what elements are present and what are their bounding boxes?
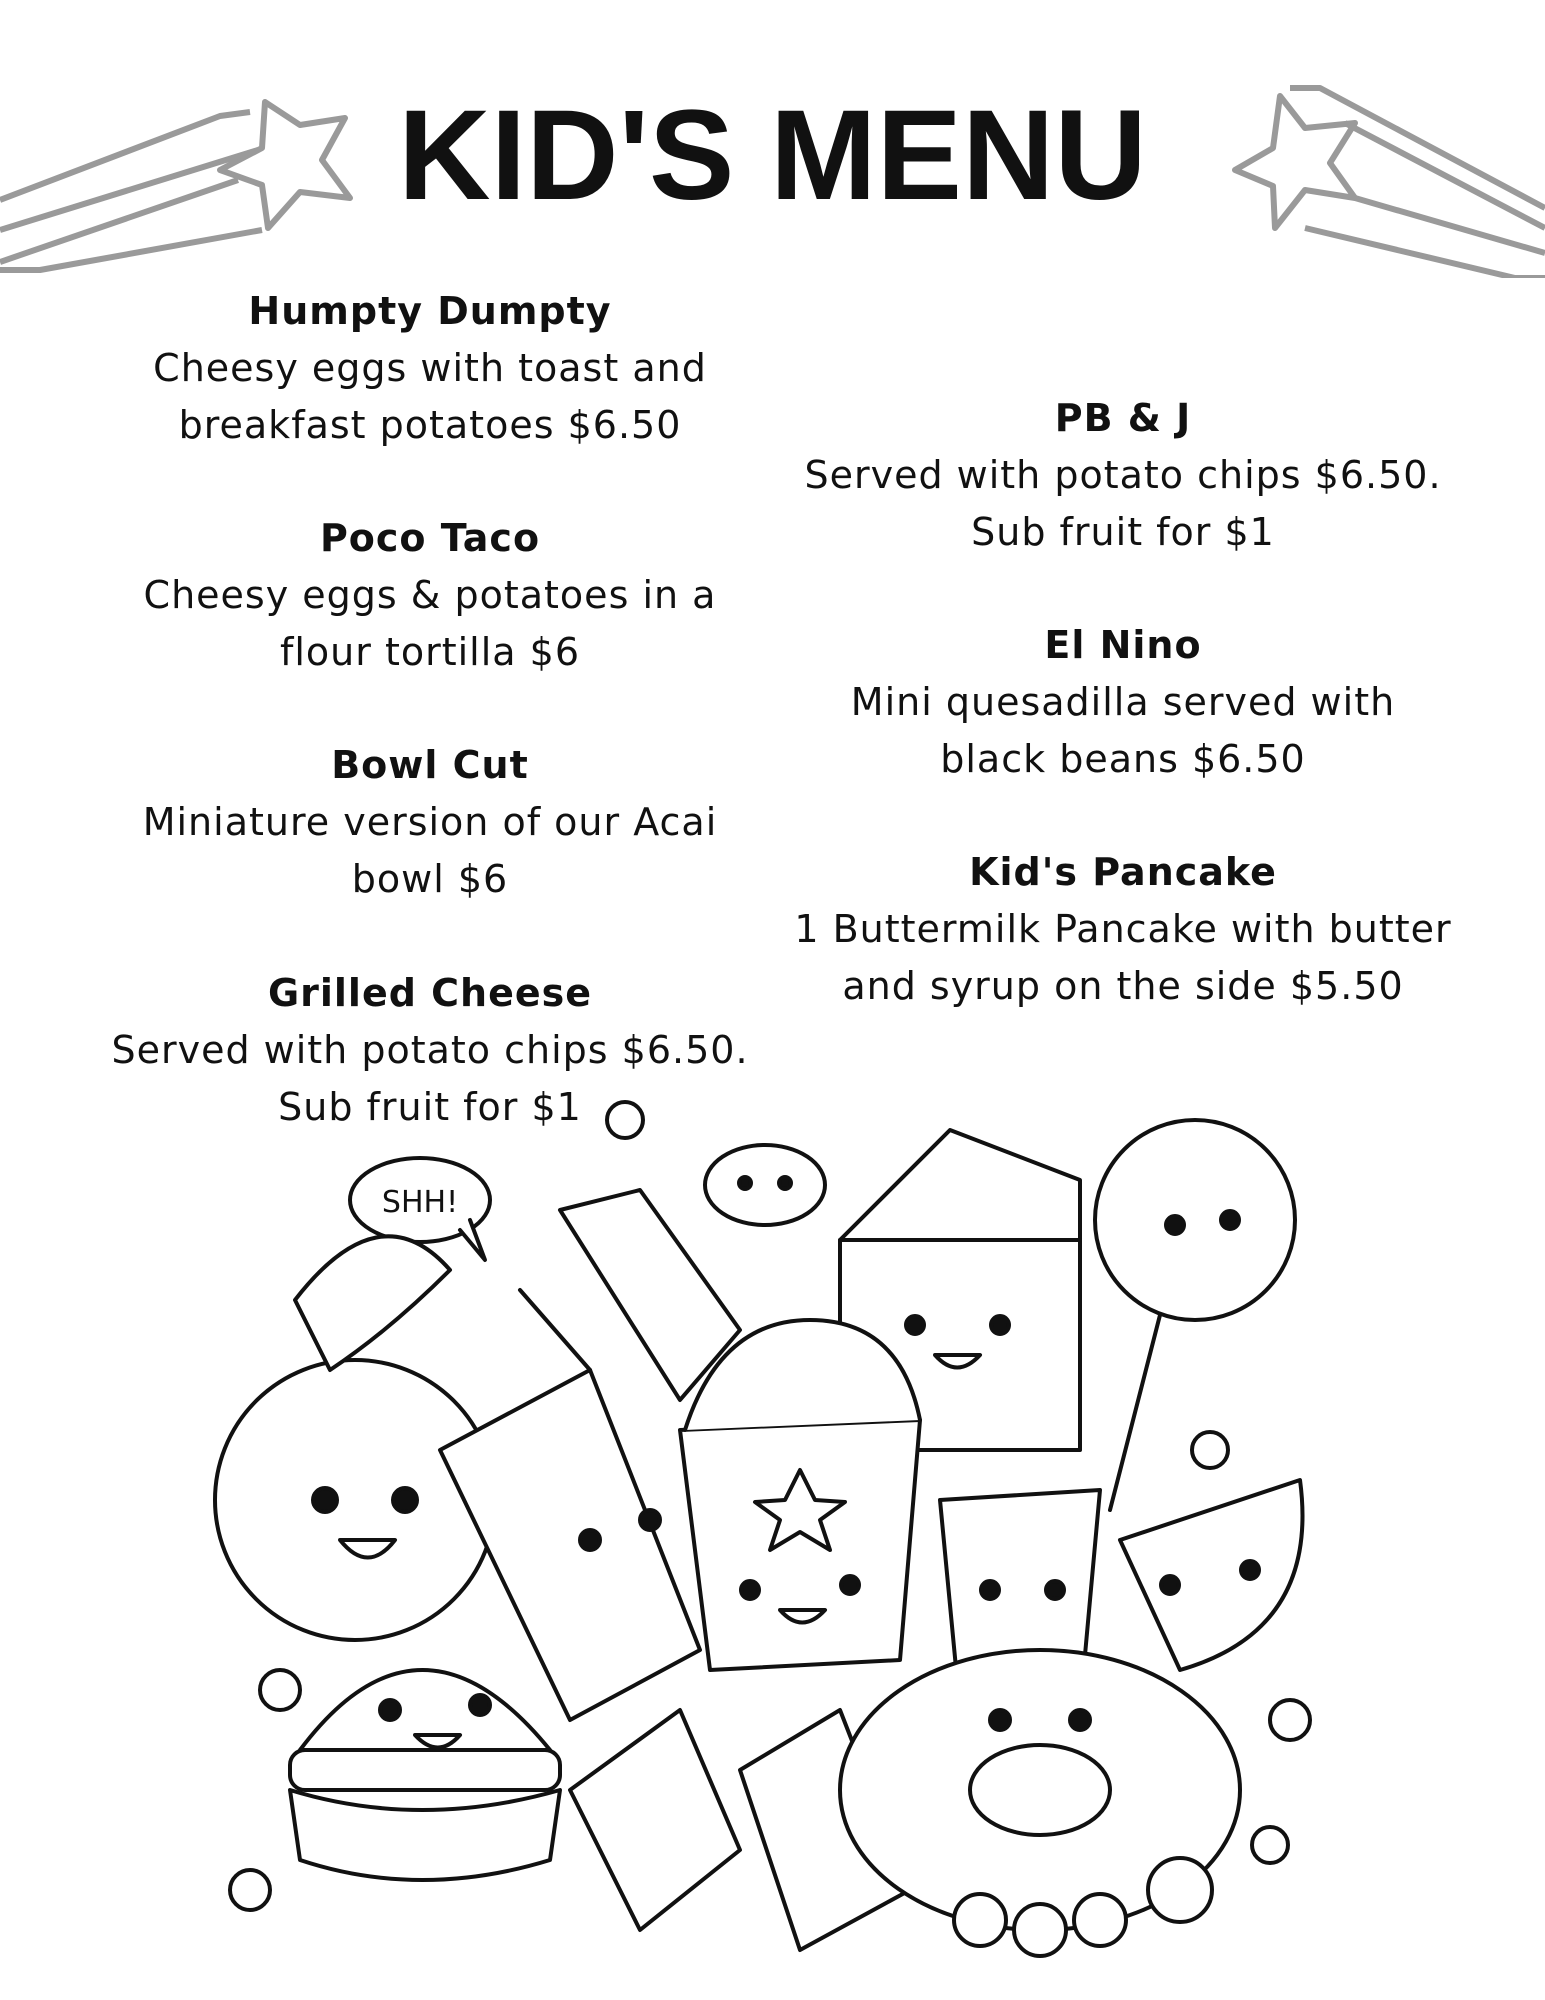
menu-item [773, 389, 1473, 561]
menu-item-name: Grilled Cheese [267, 971, 593, 1015]
menu-item-description: Served with potato chips $6.50. Sub fruit for $1 [804, 453, 1442, 554]
menu-item-name: PB & J [1054, 396, 1192, 440]
menu-item [773, 843, 1473, 1015]
menu-item-name: El Nino [1044, 623, 1202, 667]
menu-item-description: 1 Buttermilk Pancake with butter and syrup on the side $5.50 [794, 907, 1452, 1008]
menu-item [80, 736, 780, 908]
menu-item-description: Cheesy eggs & potatoes in a flour tortilla $6 [143, 573, 717, 674]
menu-item-description: Miniature version of our Acai bowl $6 [142, 800, 718, 901]
menu-item-description: Served with potato chips $6.50. Sub fruit for $1 [111, 1028, 749, 1129]
menu-item-name: Bowl Cut [331, 743, 529, 787]
menu-item-name: Kid's Pancake [969, 850, 1277, 894]
menu-item-description: Mini quesadilla served with black beans $6.50 [850, 680, 1396, 781]
page-title: KID'S MENU [398, 84, 1147, 227]
speech-bubble-text: SHH! [381, 1185, 459, 1220]
menu-item [80, 282, 780, 454]
shooting-star-right-icon [1155, 78, 1545, 278]
menu-item-name: Poco Taco [319, 516, 541, 560]
menu-item-name: Humpty Dumpty [248, 289, 612, 333]
kawaii-food-illustration [120, 1070, 1360, 1970]
menu-item-description: Cheesy eggs with toast and breakfast potatoes $6.50 [153, 346, 707, 447]
menu-item [80, 509, 780, 681]
menu-item [773, 616, 1473, 788]
